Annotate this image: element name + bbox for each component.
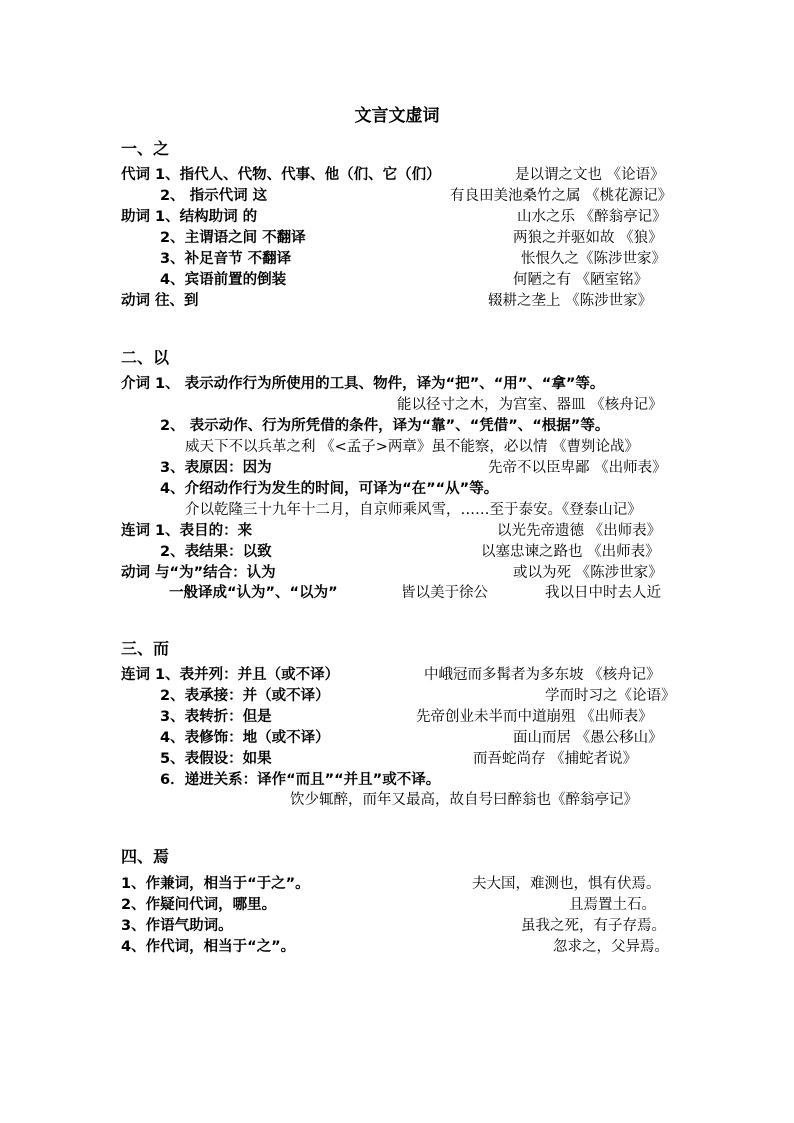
- row-label: 2、 表示动作、行为所凭借的条件，译为“靠”、“凭借”、“根据”等。: [160, 418, 610, 434]
- row-example: 忽求之，父异焉。: [553, 939, 669, 955]
- row-example: 山水之乐 《醉翁亭记》: [517, 209, 667, 225]
- row-example: 虽我之死，有子存焉。: [521, 918, 666, 934]
- row-example: 而吾蛇尚存 《捕蛇者说》: [473, 751, 638, 767]
- row-example: 或以为死 《陈涉世家》: [513, 565, 663, 581]
- row-label: 动词 往、到: [121, 293, 199, 309]
- row-label: 3、补足音节 不翻译: [160, 251, 292, 267]
- row-example: 以光先帝遗德 《出师表》: [497, 523, 662, 539]
- row-label: 代词 1、指代人、代物、代事、他（们、它（们）: [121, 167, 441, 183]
- row-label: 2、主谓语之间 不翻译: [160, 230, 306, 246]
- row-example: 皆以美于徐公: [401, 585, 488, 601]
- row-example-2: 我以日中时去人近: [545, 585, 661, 601]
- row-label: 2、表承接：并（或不译）: [160, 688, 330, 704]
- section-heading-zhi: 一、之: [121, 139, 170, 158]
- row-example: 何陋之有 《陋室铭》: [513, 272, 649, 288]
- row-example: 先帝创业未半而中道崩殂 《出师表》: [416, 709, 653, 725]
- row-example: 且焉置土石。: [569, 897, 656, 913]
- row-label: 5、表假设：如果: [160, 751, 272, 767]
- row-label: 2、 指示代词 这: [160, 188, 268, 204]
- row-example: 夫大国，难测也，惧有伏焉。: [472, 876, 661, 892]
- row-label: 2、作疑问代词，哪里。: [121, 897, 277, 913]
- row-example: 以塞忠谏之路也 《出师表》: [481, 544, 660, 560]
- row-label: 连词 1、表并列：并且（或不译）: [121, 667, 340, 683]
- row-example: 面山而居 《愚公移山》: [513, 730, 663, 746]
- row-label: 介词 1、 表示动作行为所使用的工具、物件，译为“把”、“用”、“拿”等。: [121, 376, 605, 392]
- row-label: 连词 1、表目的：来: [121, 523, 253, 539]
- row-label: 一般译成“认为”、“以为”: [169, 585, 338, 601]
- row-example: 两狼之并驱如故 《狼》: [513, 230, 663, 246]
- row-example: 中峨冠而多髯者为多东坡 《核舟记》: [424, 667, 661, 683]
- row-label: 4、介绍动作行为发生的时间，可译为“在”“从”等。: [160, 481, 499, 497]
- row-label: 助词 1、结构助词 的: [121, 209, 258, 225]
- row-label: 3、表转折：但是: [160, 709, 272, 725]
- row-example: 威天下不以兵革之利 《<孟子>两章》虽不能察，必以情 《曹刿论战》: [185, 439, 640, 455]
- row-example: 有良田美池桑竹之属 《桃花源记》: [450, 188, 673, 204]
- row-label: 4、作代词，相当于“之”。: [121, 939, 296, 955]
- row-label: 3、表原因：因为: [160, 460, 272, 476]
- row-example: 怅恨久之《陈涉世家》: [521, 251, 666, 267]
- section-heading-er: 三、而: [121, 639, 170, 658]
- row-label: 6．递进关系：译作“而且”“并且”或不译。: [160, 772, 441, 788]
- row-example: 是以谓之文也 《论语》: [515, 167, 665, 183]
- section-heading-yan: 四、焉: [121, 847, 170, 866]
- section-heading-yi: 二、以: [121, 348, 170, 367]
- row-label: 2、表结果：以致: [160, 544, 272, 560]
- row-example: 辍耕之垄上 《陈涉世家》: [488, 293, 653, 309]
- row-example: 能以径寸之木，为宫室、器皿 《核舟记》: [397, 397, 663, 413]
- row-example: 先帝不以臣卑鄙 《出师表》: [488, 460, 667, 476]
- document-title: 文言文虚词: [354, 106, 440, 126]
- row-label: 1、作兼词，相当于“于之”。: [121, 876, 310, 892]
- row-example: 饮少辄醉，而年又最高，故自号曰醉翁也《醉翁亭记》: [290, 792, 638, 808]
- row-label: 4、表修饰：地（或不译）: [160, 730, 330, 746]
- row-label: 动词 与“为”结合：认为: [121, 565, 276, 581]
- row-label: 4、宾语前置的倒装: [160, 272, 287, 288]
- row-example: 介以乾隆三十九年十二月，自京师乘风雪，……至于泰安。《登泰山记》: [185, 502, 642, 518]
- row-label: 3、作语气助词。: [121, 918, 233, 934]
- row-example: 学而时习之《论语》: [545, 688, 676, 704]
